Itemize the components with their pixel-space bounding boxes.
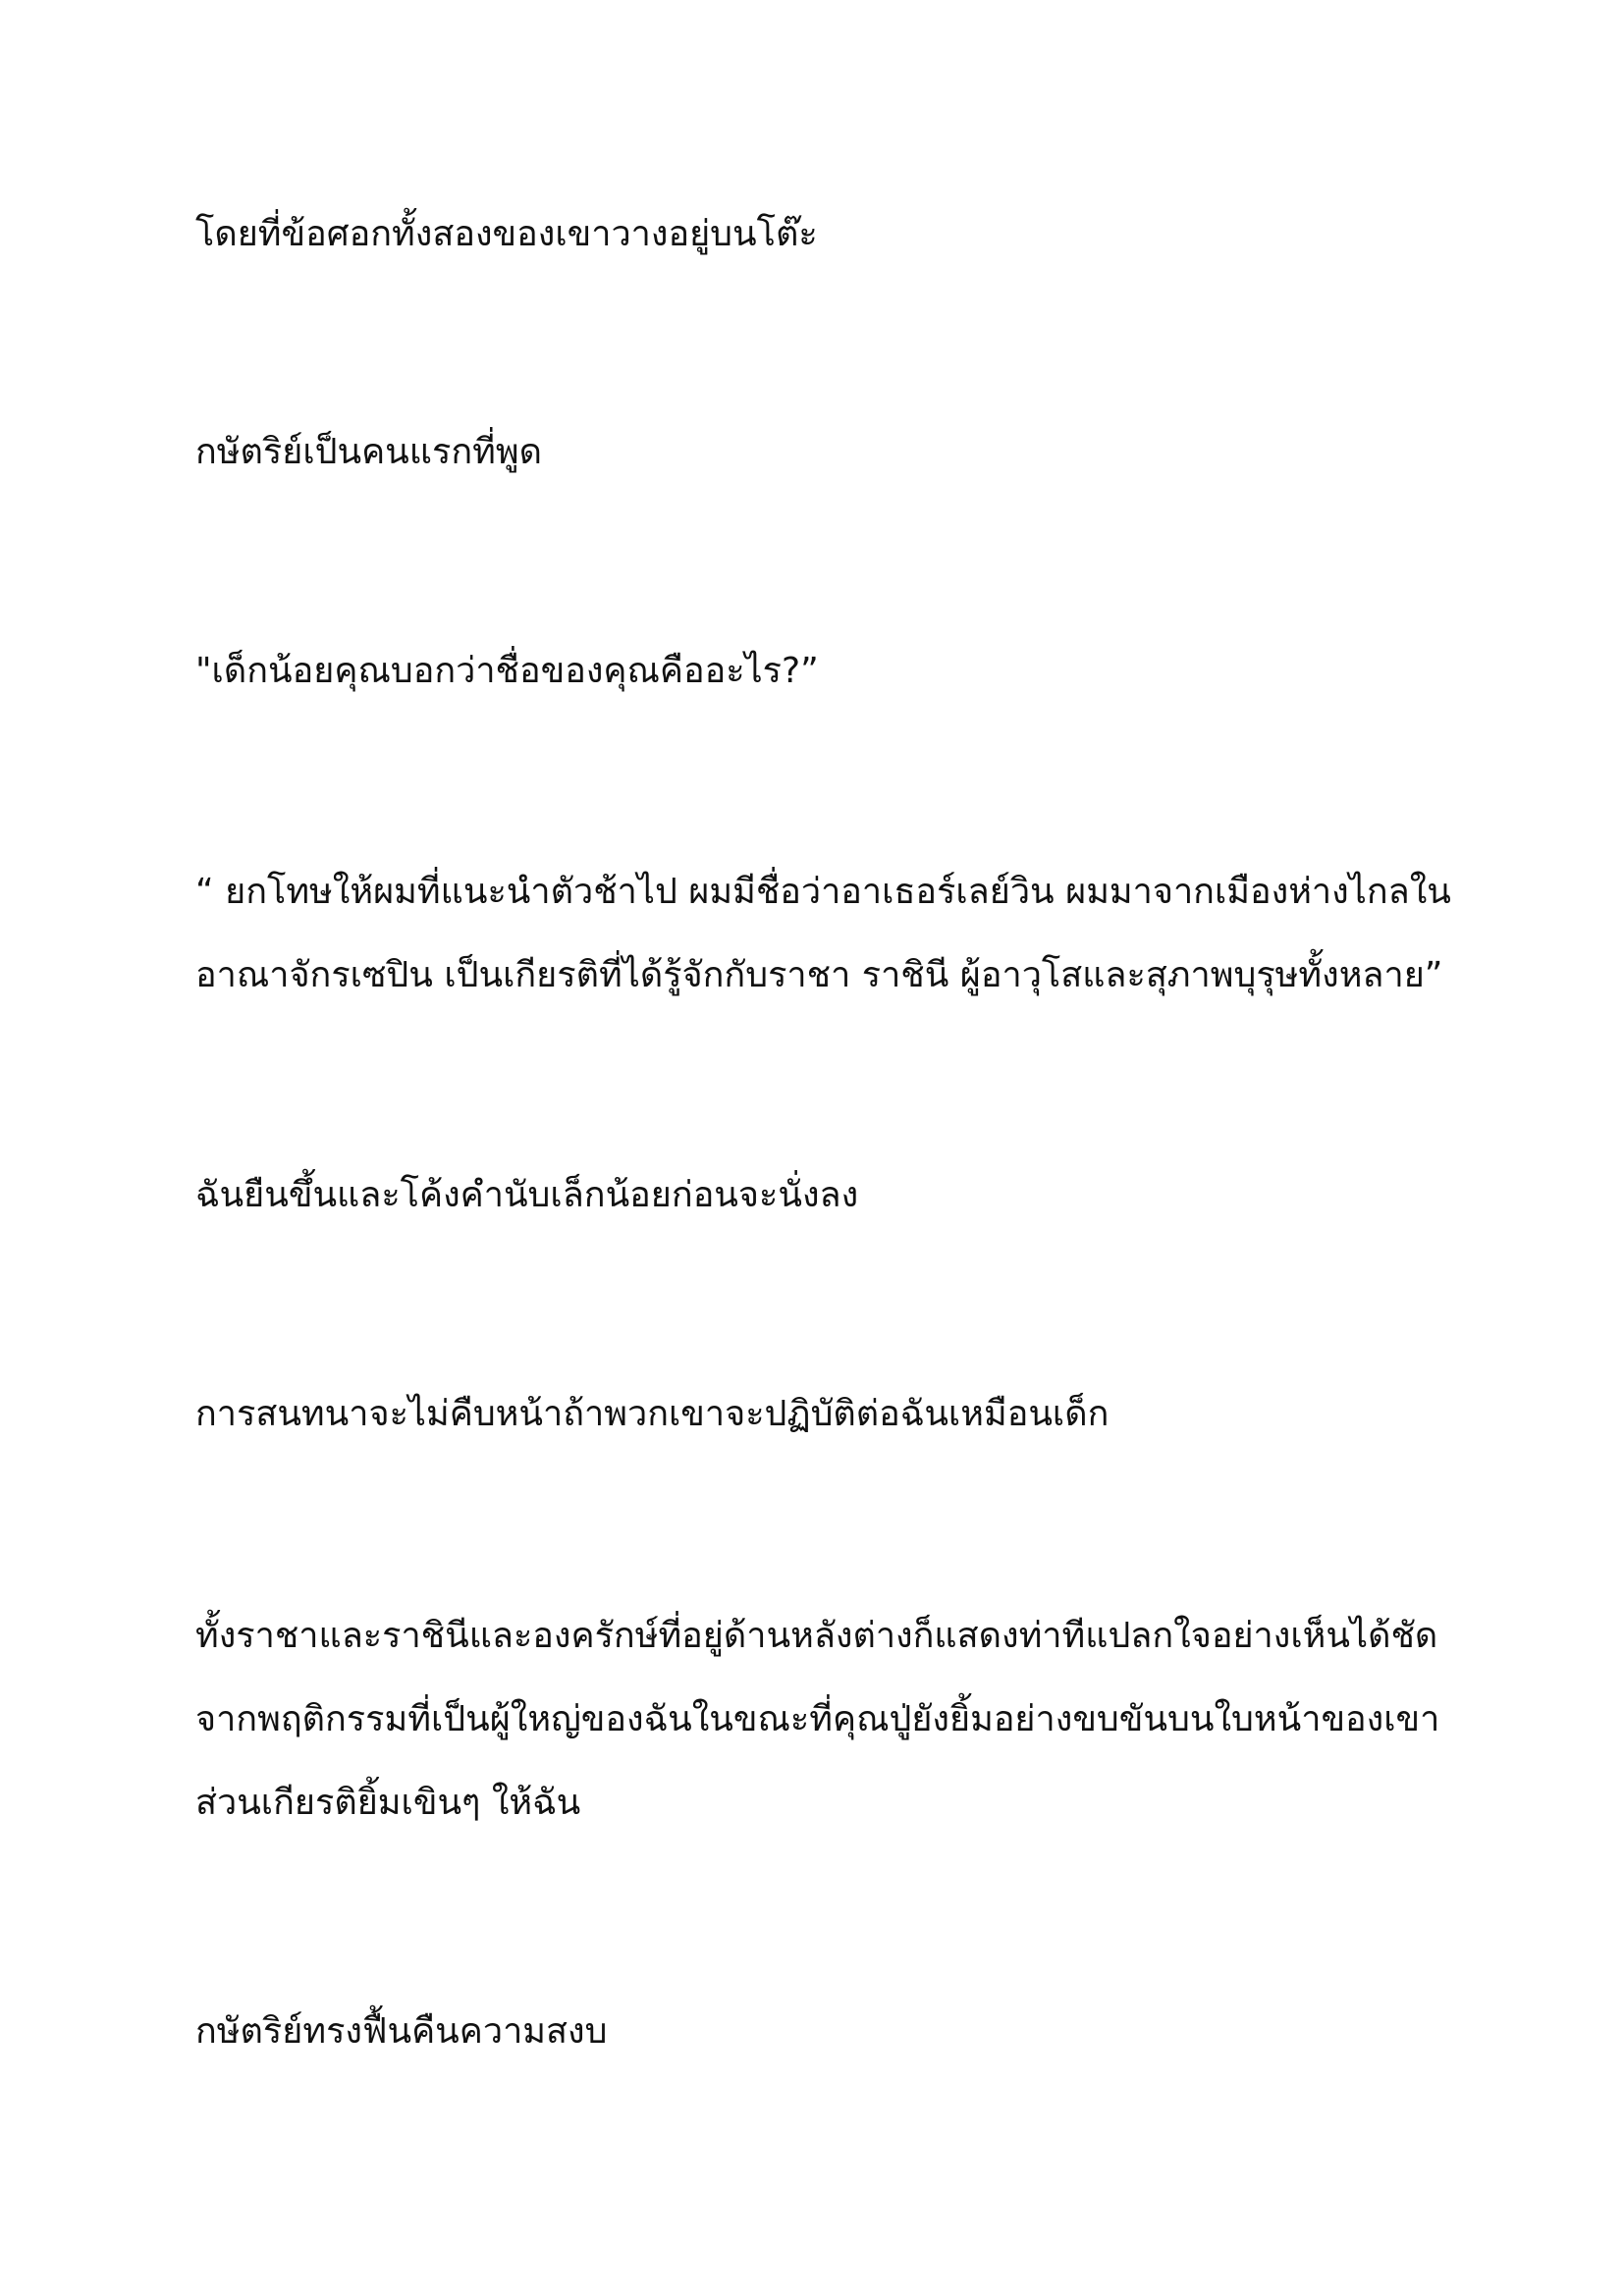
- paragraph-line: "เด็กน้อยคุณบอกว่าชื่อของคุณคืออะไร?”: [195, 651, 819, 691]
- paragraph-7: [195, 1594, 1462, 1844]
- paragraph-line: ส่วนเกียรติยิ้มเขินๆ ให้ฉัน: [195, 1783, 581, 1823]
- paragraph-5: [195, 1153, 1462, 1237]
- paragraph-line: “ ยกโทษให้ผมที่แนะนำตัวช้าไป ผมมีชื่อว่าอาเธอร์เลย์วิน ผมมาจากเมืองห่างไกลใน: [195, 872, 1451, 912]
- paragraph-line: ฉันยืนขึ้นและโค้งคำนับเล็กน้อยก่อนจะนั่งลง: [195, 1175, 859, 1215]
- paragraph-line: ทั้งราชาและราชินีและองครักษ์ที่อยู่ด้านหลังต่างก็แสดงท่าทีแปลกใจอย่างเห็นได้ชัด: [195, 1616, 1438, 1656]
- paragraph-line: จากพฤติกรรมที่เป็นผู้ใหญ่ของฉันในขณะที่คุณปู่ยังยิ้มอย่างขบขันบนใบหน้าของเขา: [195, 1699, 1440, 1739]
- paragraph-4: [195, 850, 1462, 1017]
- paragraph-3: [195, 629, 1462, 713]
- paragraph-8: [195, 1990, 1462, 2073]
- paragraph-6: [195, 1372, 1462, 1456]
- paragraph-line: การสนทนาจะไม่คืบหน้าถ้าพวกเขาจะปฏิบัติต่อฉันเหมือนเด็ก: [195, 1394, 1110, 1434]
- paragraph-line: กษัตริย์ทรงฟื้นคืนความสงบ: [195, 2011, 608, 2052]
- paragraph-1: [195, 192, 1462, 276]
- paragraph-line: กษัตริย์เป็นคนแรกที่พูด: [195, 432, 542, 472]
- paragraph-2: [195, 410, 1462, 494]
- paragraph-line: โดยที่ข้อศอกทั้งสองของเขาวางอยู่บนโต๊ะ: [195, 214, 818, 254]
- paragraph-line: อาณาจักรเซปิน เป็นเกียรติที่ได้รู้จักกับราชา ราชินี ผู้อาวุโสและสุภาพบุรุษทั้งหลาย”: [195, 955, 1443, 995]
